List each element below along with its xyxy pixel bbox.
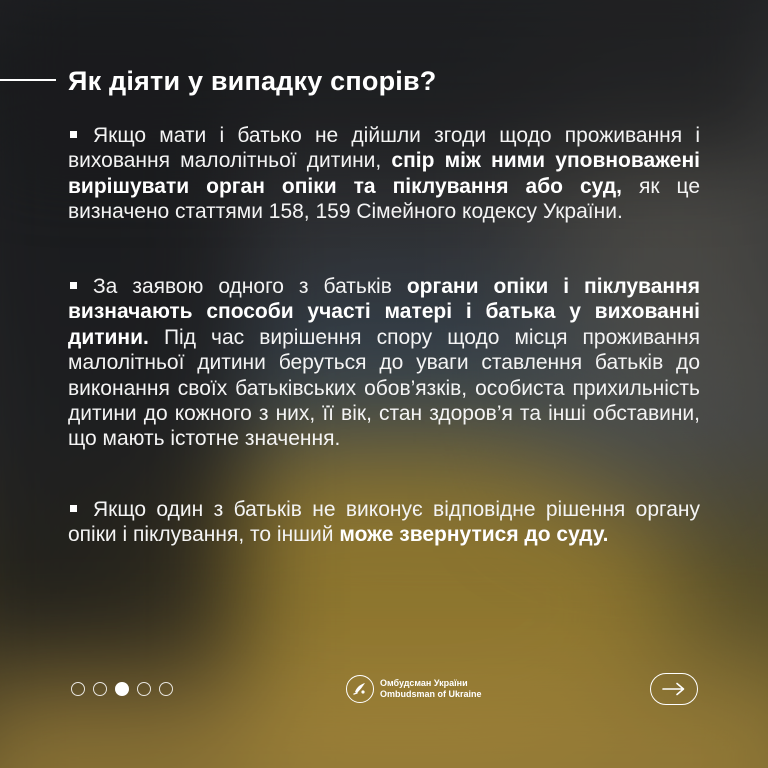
- paragraph-3-emphasis: може звернутися до суду.: [339, 523, 609, 547]
- pagination-dot[interactable]: [93, 682, 107, 696]
- pagination-dot[interactable]: [137, 682, 151, 696]
- paragraph-1-emphasis: спір між ними уповноважені вирішувати орган опіки та піклування або суд,: [68, 149, 700, 198]
- logo-line-ukrainian: Омбудсман України: [380, 678, 468, 688]
- paragraph-2-text-end: Під час вирішення спору щодо місця проживання малолітньої дитини беруться до уваги ставлення батьків до виконання своїх батьківських обов’язків, особиста прихильність дитини до кожного з них, її вік, стан здоров’я та інші обставини, що мають істотне значення.: [68, 325, 700, 451]
- ombudsman-logo: [346, 675, 482, 703]
- next-slide-button[interactable]: [650, 673, 698, 705]
- paragraph-1-text: Якщо мати і батько не дійшли згоди щодо проживання і виховання малолітньої дитини,: [68, 124, 700, 173]
- paragraph-3: [68, 497, 700, 548]
- paragraph-1-text-end: як це визначено статтями 158, 159 Сімейного кодексу України.: [68, 174, 700, 224]
- pagination-dot[interactable]: [159, 682, 173, 696]
- logo-line-english: Ombudsman of Ukraine: [380, 689, 482, 699]
- paragraph-1: [68, 123, 700, 225]
- paragraph-2-text: За заявою одного з батьків: [93, 275, 407, 298]
- paragraph-2-emphasis: органи опіки і піклування визначають способи участі матері і батька у вихованні дитини.: [68, 275, 700, 349]
- bullet-icon: [70, 505, 77, 512]
- paragraph-3-text: Якщо один з батьків не виконує відповідне рішення органу опіки і піклування, то інший: [68, 498, 700, 547]
- pagination-dots: [71, 682, 173, 696]
- bullet-icon: [70, 282, 77, 289]
- pagination-dot[interactable]: [71, 682, 85, 696]
- pagination-dot[interactable]: [115, 682, 129, 696]
- paragraph-2: [68, 274, 700, 452]
- title-decoration-line: [0, 79, 56, 81]
- arrow-right-icon: [662, 682, 686, 696]
- ombudsman-emblem-icon: [346, 675, 374, 703]
- bullet-icon: [70, 131, 77, 138]
- page-title: Як діяти у випадку спорів?: [68, 66, 437, 96]
